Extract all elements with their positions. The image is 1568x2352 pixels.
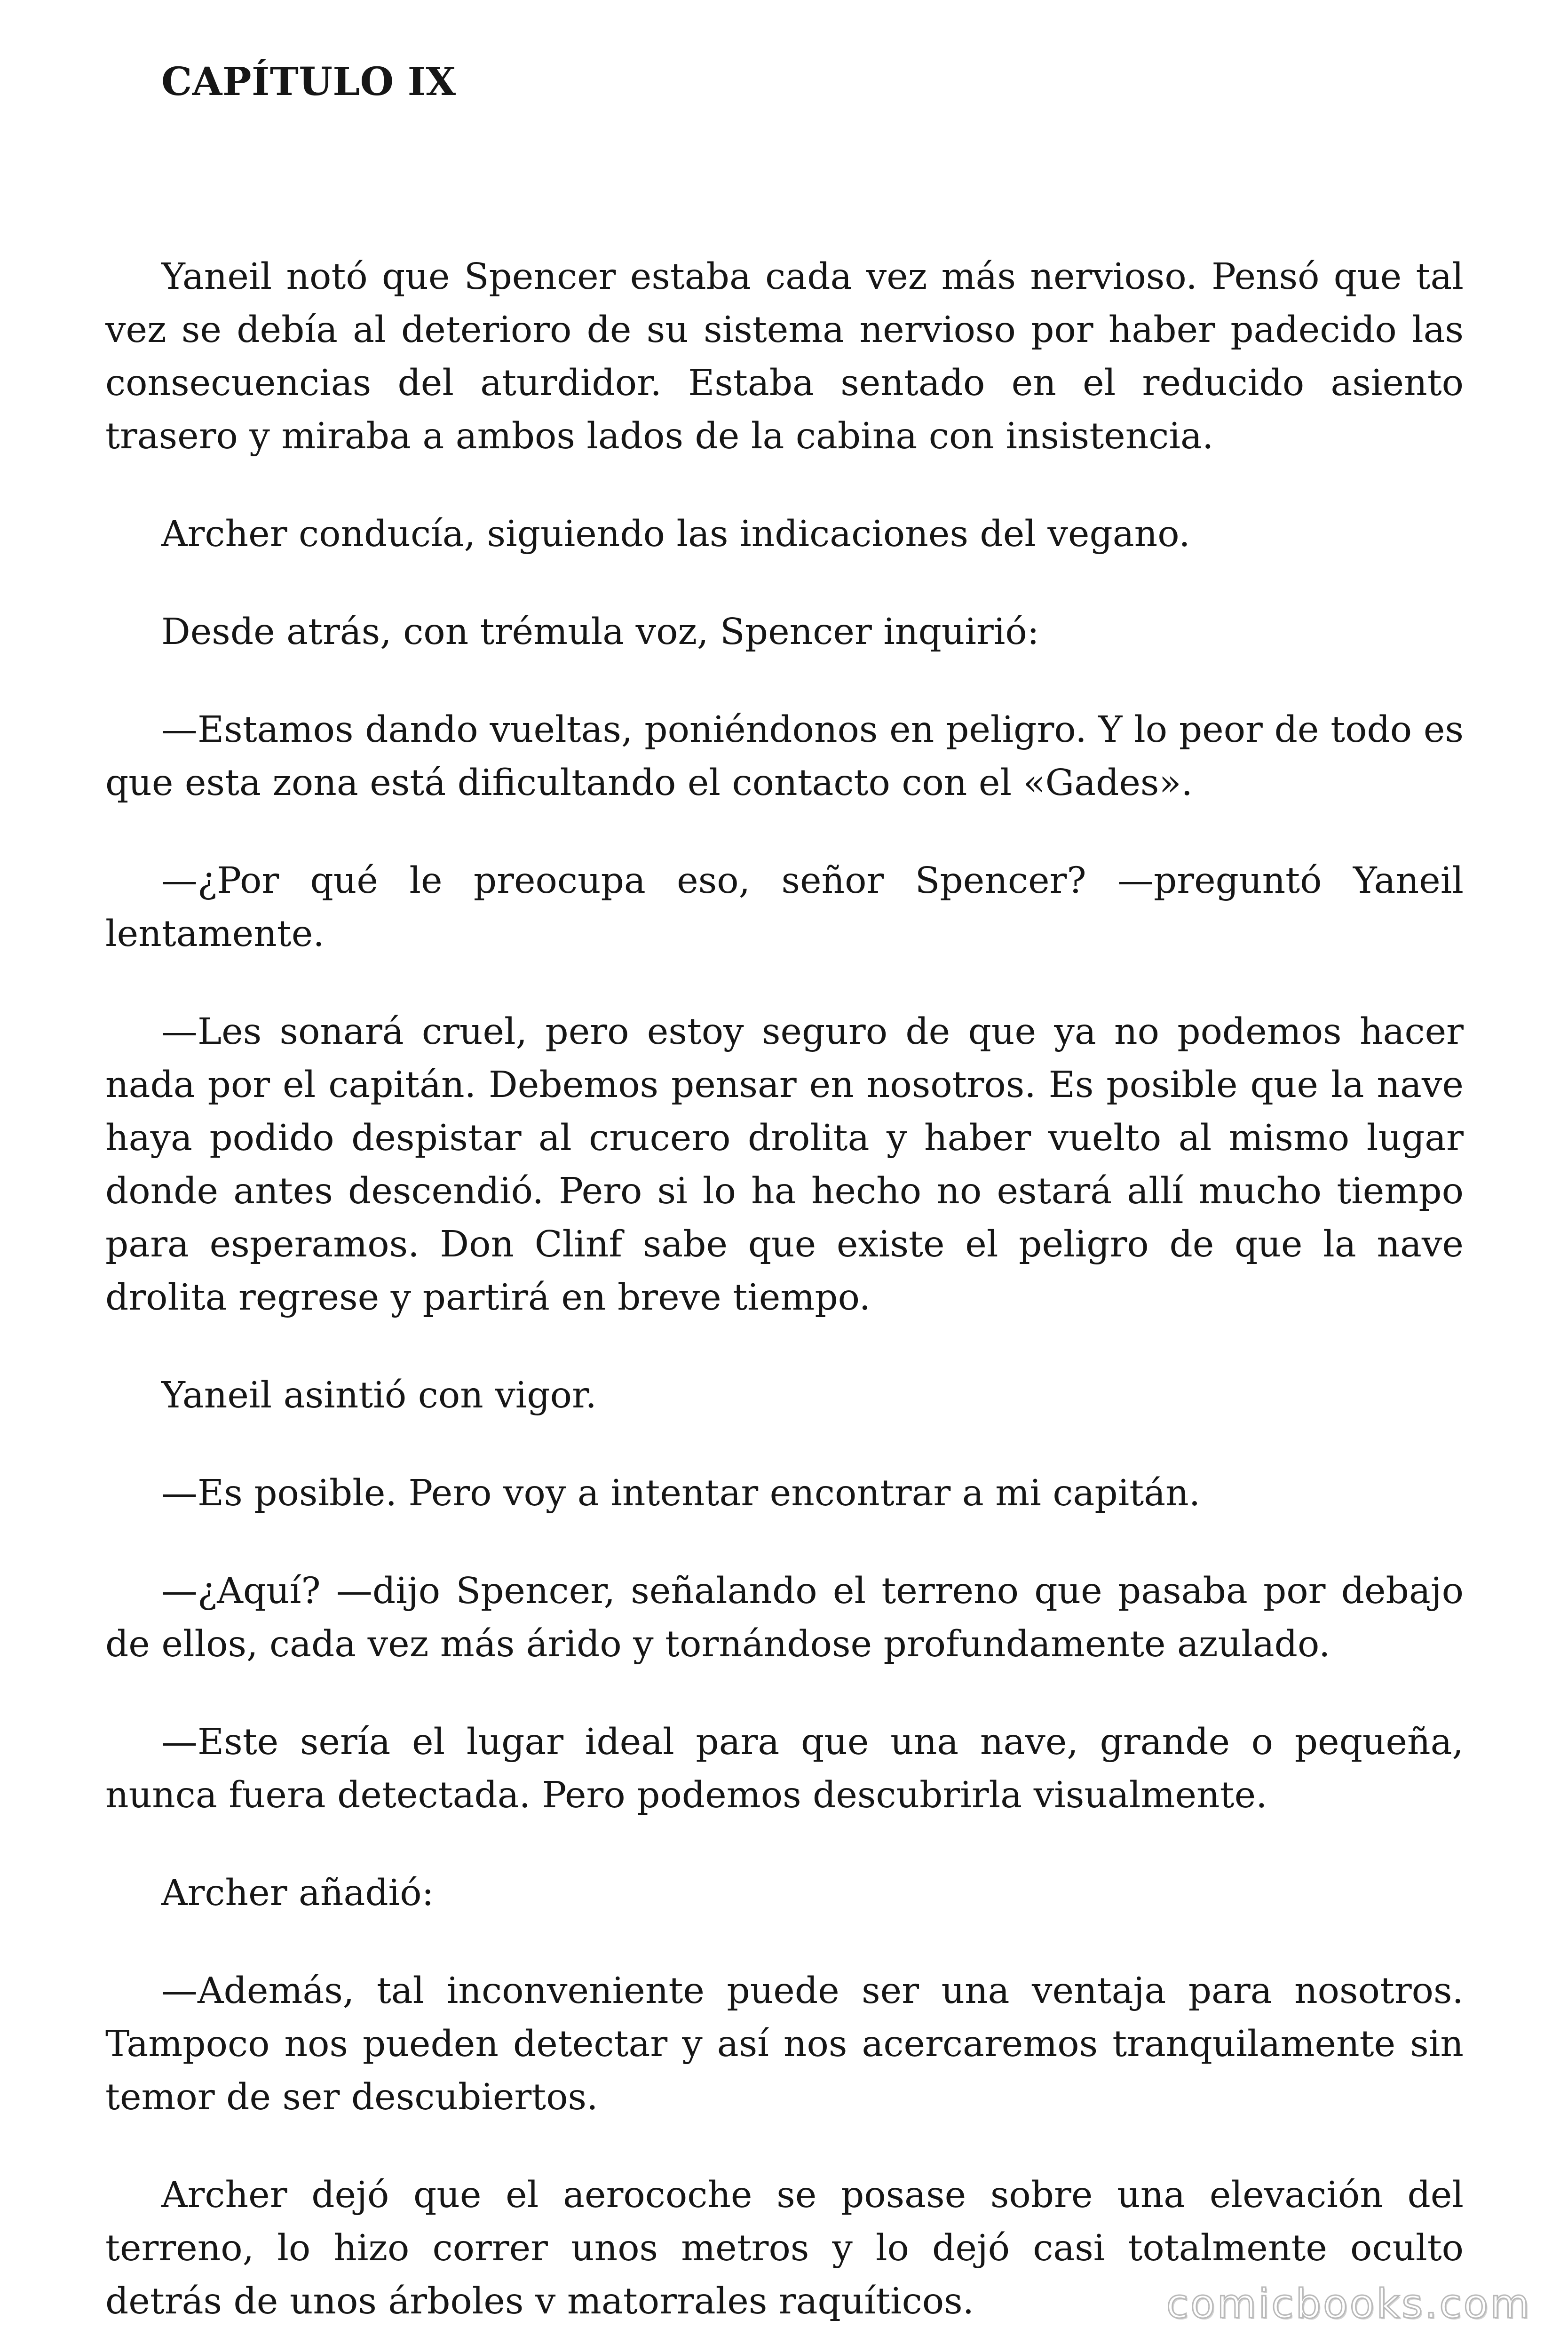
paragraph-4: —Estamos dando vueltas, poniéndonos en peligro. Y lo peor de todo es que esta zona está dificultando el contacto con el «Gades». (105, 709, 1464, 804)
chapter-body (105, 250, 1464, 2352)
paragraph-7: Yaneil asintió con vigor. (161, 1375, 597, 1416)
paragraph-12: —Además, tal inconveniente puede ser una ventaja para nosotros. Tampoco nos pueden detectar y así nos acercaremos tranquilamente sin temor de ser descubiertos. (105, 1970, 1464, 2118)
paragraph-11: Archer añadió: (161, 1872, 434, 1914)
paragraph-5: —¿Por qué le preocupa eso, señor Spencer? —preguntó Yaneil lentamente. (105, 860, 1464, 955)
paragraph-3: Desde atrás, con trémula voz, Spencer inquirió: (161, 611, 1039, 653)
watermark-logo: comicbooks.com (1166, 2280, 1531, 2328)
paragraph-1: Yaneil notó que Spencer estaba cada vez más nervioso. Pensó que tal vez se debía al deterioro de su sistema nervioso por haber padecido las consecuencias del aturdidor. Estaba sentado en el reducido asiento trasero y miraba a ambos lados de la cabina con insistencia. (105, 256, 1464, 457)
paragraph-6: —Les sonará cruel, pero estoy seguro de que ya no podemos hacer nada por el capitán. Debemos pensar en nosotros. Es posible que la nave haya podido despistar al crucero drolita y haber vuelto al mismo lugar donde antes descendió. Pero si lo ha hecho no estará allí mucho tiempo para esperamos. Don Clinf sabe que existe el peligro de que la nave drolita regrese y partirá en breve tiempo. (105, 1011, 1464, 1319)
paragraph-13: Archer dejó que el aerocoche se posase sobre una elevación del terreno, lo hizo correr unos metros y lo dejó casi totalmente oculto detrás de unos árboles v matorrales raquíticos. (105, 2174, 1464, 2322)
paragraph-10: —Este sería el lugar ideal para que una nave, grande o pequeña, nunca fuera detectada. Pero podemos descubrirla visualmente. (105, 1721, 1464, 1816)
paragraph-9: —¿Aquí? —dijo Spencer, señalando el terreno que pasaba por debajo de ellos, cada vez más árido y tornándose profundamente azulado. (105, 1570, 1464, 1665)
chapter-title: CAPÍTULO IX (161, 59, 456, 104)
paragraph-2: Archer conducía, siguiendo las indicaciones del vegano. (161, 513, 1190, 555)
paragraph-8: —Es posible. Pero voy a intentar encontrar a mi capitán. (161, 1472, 1201, 1514)
